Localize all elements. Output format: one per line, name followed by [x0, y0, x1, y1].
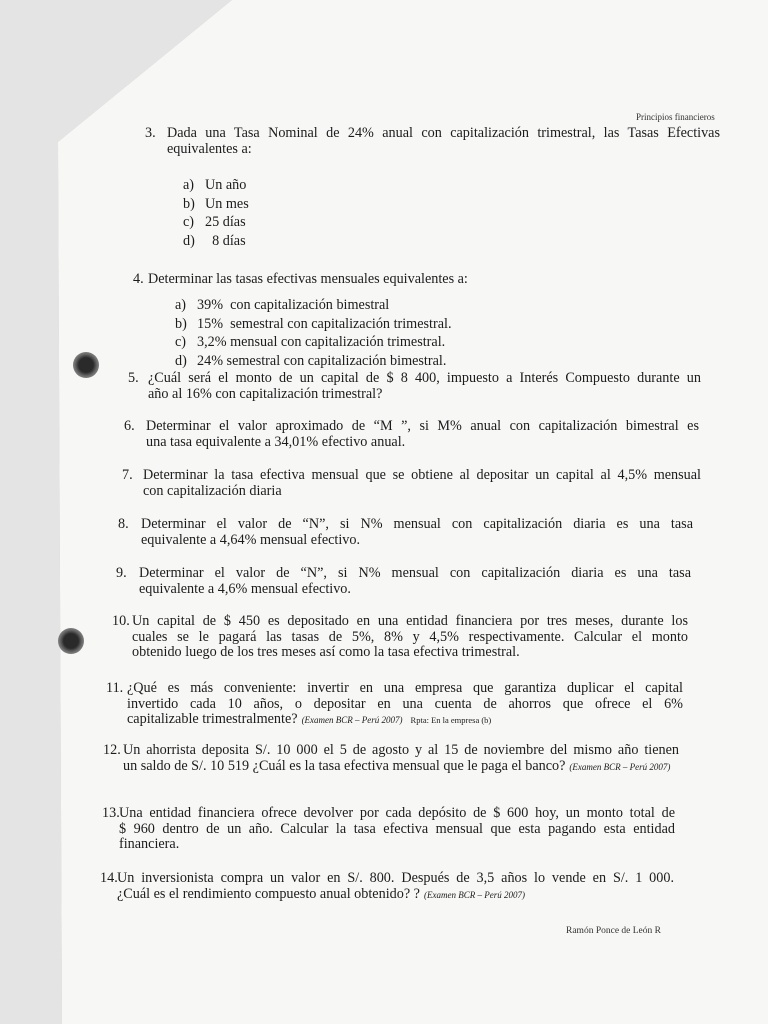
sub-items-list [175, 296, 452, 370]
question-number: 13. [102, 805, 120, 821]
question-text-line: Determinar las tasas efectivas mensuales equivalentes a: [148, 271, 468, 287]
question-text-line: Determinar el valor aproximado de “M ”, si M% anual con capitalización bimestral es [146, 418, 699, 434]
question-text-line: financiera. [119, 836, 180, 852]
question-text-line: Determinar la tasa efectiva mensual que se obtiene al depositar un capital al 4,5% mensual [143, 467, 701, 483]
question-text-line: $ 960 dentro de un año. Calcular la tasa efectiva mensual que esta pagando esta entidad [119, 820, 675, 837]
question-text-line: ¿Cuál será el monto de un capital de $ 8 400, impuesto a Interés Compuesto durante un [148, 370, 701, 386]
author-footer: Ramón Ponce de León R [566, 926, 661, 936]
question-text-line: ¿Cuál es el rendimiento compuesto anual obtenido? ? [117, 885, 420, 902]
sub-item [183, 232, 249, 251]
sub-item-letter: d) [175, 352, 187, 369]
sub-item-text: Un año [205, 177, 247, 193]
answer-note: Rpta: En la empresa (b) [410, 715, 492, 725]
sub-item [175, 333, 452, 352]
question-text-line: Un ahorrista deposita S/. 10 000 el 5 de agosto y al 15 de noviembre del mismo año tienen [123, 742, 679, 758]
sub-item-letter: c) [183, 214, 195, 230]
question-number: 12. [103, 742, 121, 758]
question-number: 6. [124, 418, 135, 434]
question-text-line: equivalente a 4,64% mensual efectivo. [141, 531, 361, 548]
question-number: 10. [112, 613, 130, 629]
question-text-line: Un capital de $ 450 es depositado en una entidad financiera por tres meses, durante los [132, 613, 688, 629]
exam-source-note: (Examen BCR – Perú 2007) [569, 761, 671, 772]
question-text-line: obtenido luego de los tres meses así como la tasa efectiva trimestral. [132, 644, 520, 660]
question-text-line: invertido cada 10 años, o depositar en una cuenta de ahorros que ofrece el 6% [127, 695, 683, 712]
sub-item [175, 296, 452, 315]
question-number: 8. [118, 516, 129, 532]
question-text-line: un saldo de S/. 10 519 ¿Cuál es la tasa efectiva mensual que le paga el banco? [123, 757, 566, 774]
question-number: 4. [133, 271, 144, 287]
sub-item-letter: c) [175, 334, 187, 350]
question-text-line: Determinar el valor de “N”, si N% mensual con capitalización diaria es una tasa [139, 565, 691, 581]
question-number: 9. [116, 565, 127, 581]
sub-item [183, 195, 249, 214]
sub-item-text: 3,2% mensual con capitalización trimestral. [197, 334, 446, 350]
exam-source-note: (Examen BCR – Perú 2007) [301, 715, 403, 725]
question-text-line: con capitalización diaria [143, 482, 282, 499]
question-text-line: equivalentes a: [167, 140, 252, 157]
sub-item-letter: b) [175, 315, 187, 332]
question-number: 14. [100, 870, 118, 886]
sub-item [183, 176, 249, 195]
sub-item [183, 213, 249, 232]
sub-item-letter: b) [183, 195, 195, 212]
sub-item-text: 39% con capitalización bimestral [197, 297, 390, 313]
question-number: 11. [106, 680, 124, 696]
question-text-line: Determinar el valor de “N”, si N% mensual con capitalización diaria es una tasa [141, 516, 693, 532]
sub-item-text: 25 días [205, 214, 246, 230]
question-text-line: Dada una Tasa Nominal de 24% anual con capitalización trimestral, las Tasas Efectivas [167, 125, 720, 141]
sub-item [175, 315, 452, 334]
question-text-line: una tasa equivalente a 34,01% efectivo anual. [146, 433, 406, 450]
running-header: Principios financieros [636, 112, 715, 122]
question-text-line: ¿Qué es más conveniente: invertir en una empresa que garantiza duplicar el capital [127, 680, 683, 696]
question-number: 5. [128, 370, 139, 386]
exam-source-note: (Examen BCR – Perú 2007) [423, 889, 525, 900]
question-text-line: cuales se le pagará las tasas de 5%, 8% y 4,5% respectivamente. Calcular el monto [132, 628, 688, 645]
question-text-line: equivalente a 4,6% mensual efectivo. [139, 580, 351, 597]
question-text-line: año al 16% con capitalización trimestral? [148, 385, 383, 402]
sub-item-letter: a) [175, 297, 187, 313]
sub-item-letter: a) [183, 177, 195, 193]
sub-item-text: 8 días [205, 232, 246, 249]
sub-item-text: 15% semestral con capitalización trimestral. [197, 315, 452, 332]
sub-item-text: Un mes [205, 195, 249, 212]
question-text-line: capitalizable trimestralmente? [127, 711, 298, 727]
question-number: 7. [122, 467, 133, 483]
sub-item-text: 24% semestral con capitalización bimestral. [197, 352, 447, 369]
question-text-line: Un inversionista compra un valor en S/. 800. Después de 3,5 años lo vende en S/. 1 000. [117, 870, 674, 886]
question-number: 3. [145, 125, 156, 141]
question-text-line: Una entidad financiera ofrece devolver por cada depósito de $ 600 hoy, un monto total de [119, 805, 675, 821]
punch-hole [73, 352, 99, 378]
punch-hole [58, 628, 84, 654]
sub-item-letter: d) [183, 232, 195, 249]
sub-item [175, 352, 452, 371]
sub-items-list [183, 176, 249, 250]
